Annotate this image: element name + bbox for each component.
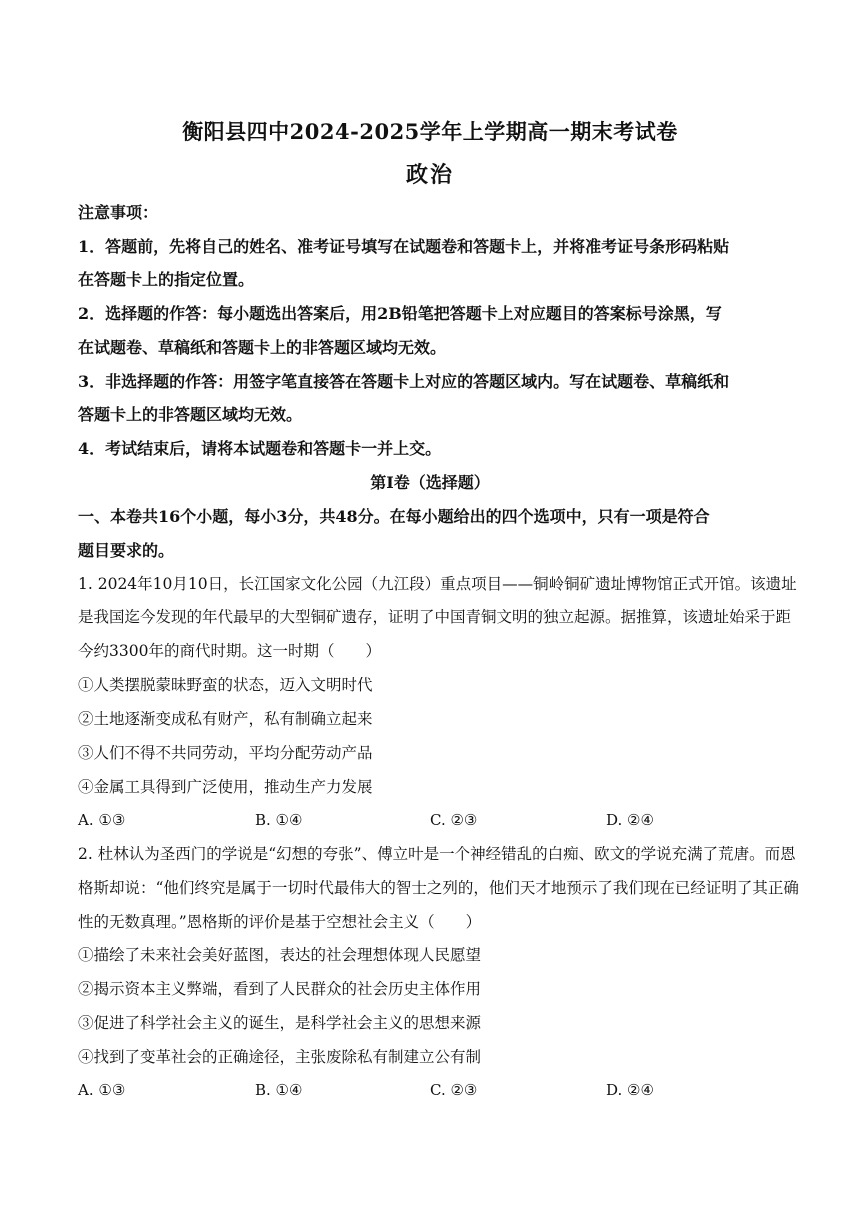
notice-item-3-line-2: 答题卡上的非答题区域均无效。 <box>78 405 303 424</box>
q1-statement-4: ④金属工具得到广泛使用，推动生产力发展 <box>78 778 373 796</box>
q1-option-d: D. ②④ <box>606 811 654 829</box>
part-1-instruction-line-1: 一、本卷共16个小题，每小3分，共48分。在每小题给出的四个选项中，只有一项是符合 <box>78 507 710 526</box>
notice-item-1-line-1: 1．答题前，先将自己的姓名、准考证号填写在试题卷和答题卡上，并将准考证号条形码粘贴 <box>78 237 730 256</box>
notice-item-2-line-2: 在试题卷、草稿纸和答题卡上的非答题区域均无效。 <box>78 338 447 357</box>
notice-item-4: 4．考试结束后，请将本试题卷和答题卡一并上交。 <box>78 439 442 458</box>
q1-options <box>78 811 784 831</box>
notice-item-2-line-1: 2．选择题的作答：每小题选出答案后，用2B铅笔把答题卡上对应题目的答案标号涂黑，写 <box>78 304 722 323</box>
q2-option-a: A. ①③ <box>78 1081 126 1099</box>
q2-option-b: B. ①④ <box>255 1081 303 1099</box>
q1-statement-2: ②土地逐渐变成私有财产，私有制确立起来 <box>78 710 373 728</box>
exam-title: 衡阳县四中2024-2025学年上学期高一期末考试卷 <box>182 119 678 144</box>
q2-option-d: D. ②④ <box>606 1081 654 1099</box>
q2-stem-line-1: 2. 杜林认为圣西门的学说是“幻想的夸张”、傅立叶是一个神经错乱的白痴、欧文的学说充满了荒唐。而恩 <box>78 845 796 863</box>
q2-statement-3: ③促进了科学社会主义的诞生，是科学社会主义的思想来源 <box>78 1014 482 1032</box>
q1-stem-line-2: 是我国迄今发现的年代最早的大型铜矿遗存，证明了中国青铜文明的独立起源。据推算，该遗址始采于距 <box>78 608 792 626</box>
part-1-instruction-line-2: 题目要求的。 <box>78 541 175 560</box>
part-1-title: 第Ⅰ卷（选择题） <box>370 473 490 492</box>
notice-item-3-line-1: 3．非选择题的作答：用签字笔直接答在答题卡上对应的答题区域内。写在试题卷、草稿纸和 <box>78 372 730 391</box>
notice-heading: 注意事项： <box>78 203 159 222</box>
q1-stem-line-3: 今约3300年的商代时期。这一时期（ ） <box>78 642 381 660</box>
notice-item-1-line-2: 在答题卡上的指定位置。 <box>78 270 255 289</box>
q1-statement-1: ①人类摆脱蒙昧野蛮的状态，迈入文明时代 <box>78 676 373 694</box>
q2-statement-4: ④找到了变革社会的正确途径，主张废除私有制建立公有制 <box>78 1048 482 1066</box>
q2-option-c: C. ②③ <box>430 1081 478 1099</box>
q2-stem-line-3: 性的无数真理。”恩格斯的评价是基于空想社会主义（ ） <box>78 913 482 931</box>
q2-stem-line-2: 格斯却说：“他们终究是属于一切时代最伟大的智士之列的，他们天才地预示了我们现在已经证明了其正确 <box>78 879 799 897</box>
q2-statement-2: ②揭示资本主义弊端，看到了人民群众的社会历史主体作用 <box>78 980 482 998</box>
q2-options <box>78 1081 784 1101</box>
subject-title: 政治 <box>405 162 454 188</box>
q1-option-b: B. ①④ <box>255 811 303 829</box>
q1-stem-line-1: 1. 2024年10月10日，长江国家文化公园（九江段）重点项目——铜岭铜矿遗址博物馆正式开馆。该遗址 <box>78 575 797 593</box>
q1-option-a: A. ①③ <box>78 811 126 829</box>
q2-statement-1: ①描绘了未来社会美好蓝图，表达的社会理想体现人民愿望 <box>78 946 482 964</box>
q1-option-c: C. ②③ <box>430 811 478 829</box>
q1-statement-3: ③人们不得不共同劳动，平均分配劳动产品 <box>78 744 373 762</box>
